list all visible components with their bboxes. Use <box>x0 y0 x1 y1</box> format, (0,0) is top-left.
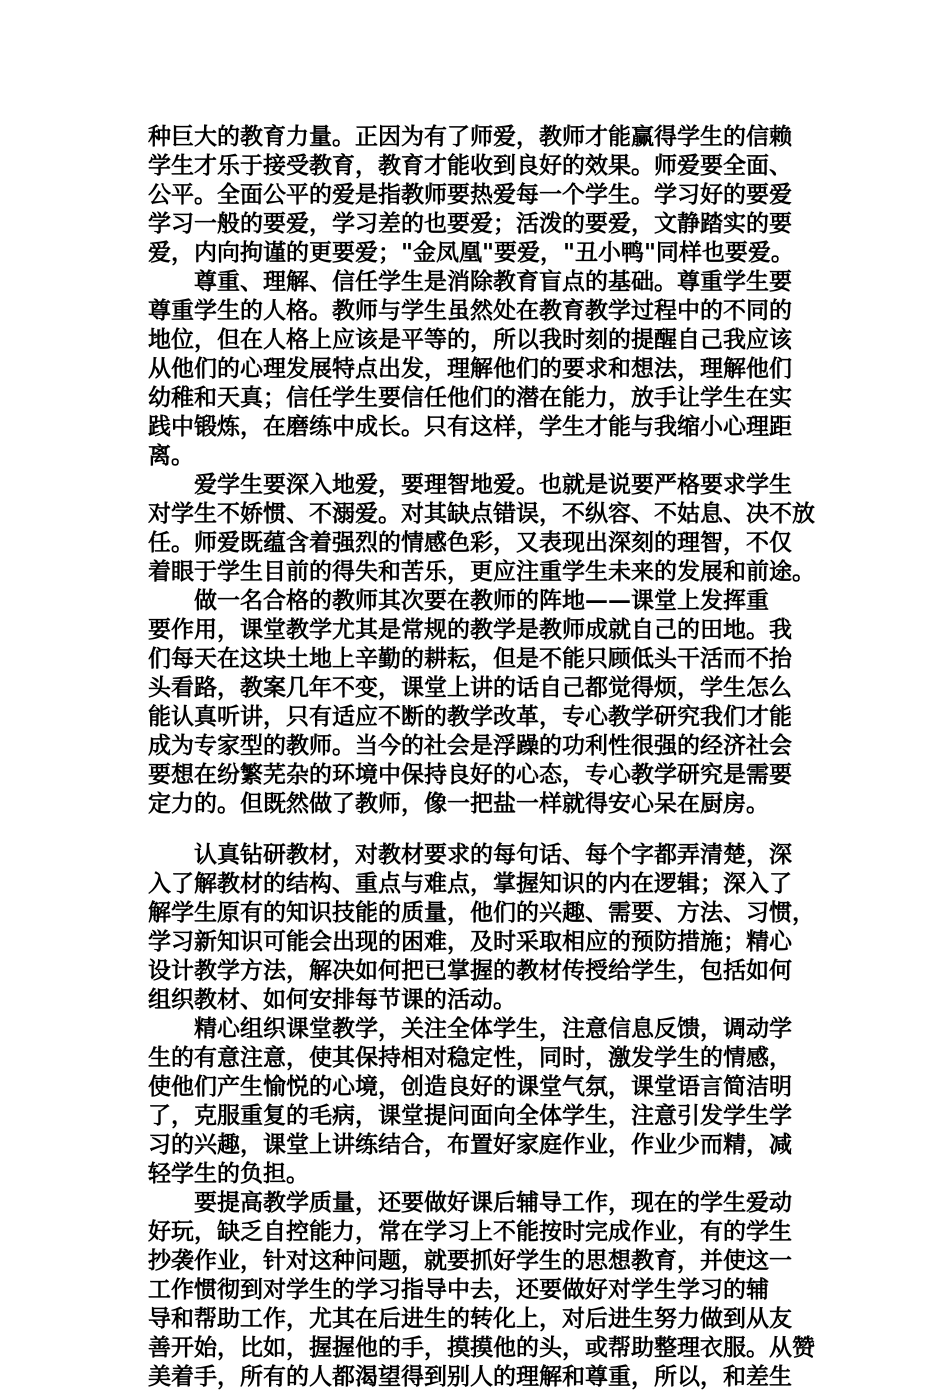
text-line: 对学生不娇惯、不溺爱。对其缺点错误，不纵容、不姑息、决不放 <box>148 500 815 527</box>
text-line: 学习新知识可能会出现的困难，及时采取相应的预防措施；精心 <box>148 928 792 955</box>
paragraph-start-line: 爱学生要深入地爱，要理智地爱。也就是说要严格要求学生 <box>148 471 792 498</box>
text-line: 践中锻炼，在磨练中成长。只有这样，学生才能与我缩小心理距 <box>148 413 792 440</box>
text-line: 要想在纷繁芜杂的环境中保持良好的心态，专心教学研究是需要 <box>148 761 792 788</box>
text-line: 好玩，缺乏自控能力，常在学习上不能按时完成作业，有的学生 <box>148 1218 792 1245</box>
text-line: 能认真听讲，只有适应不断的教学改革，专心教学研究我们才能 <box>148 703 792 730</box>
text-line: 着眼于学生目前的得失和苦乐，更应注重学生未来的发展和前途。 <box>148 558 815 585</box>
text-line: 设计教学方法，解决如何把已掌握的教材传授给学生，包括如何 <box>148 957 792 984</box>
text-line: 习的兴趣，课堂上讲练结合，布置好家庭作业，作业少而精，减 <box>148 1131 792 1158</box>
text-line: 爱，内向拘谨的更要爱；"金凤凰"要爱，"丑小鸭"同样也要爱。 <box>148 239 794 266</box>
text-line: 公平。全面公平的爱是指教师要热爱每一个学生。学习好的要爱 <box>148 181 792 208</box>
paragraph-start-line: 要提高教学质量，还要做好课后辅导工作，现在的学生爱动 <box>148 1189 792 1216</box>
text-line: 成为专家型的教师。当今的社会是浮躁的功利性很强的经济社会 <box>148 732 792 759</box>
text-line: 组织教材、如何安排每节课的活动。 <box>148 986 516 1013</box>
text-line: 学习一般的要爱，学习差的也要爱；活泼的要爱，文静踏实的要 <box>148 210 792 237</box>
text-line: 善开始，比如，握握他的手，摸摸他的头，或帮助整理衣服。从赞 <box>148 1334 815 1361</box>
text-line: 地位，但在人格上应该是平等的，所以我时刻的提醒自己我应该 <box>148 326 792 353</box>
text-line: 种巨大的教育力量。正因为有了师爱，教师才能赢得学生的信赖 <box>148 123 792 150</box>
text-line: 工作惯彻到对学生的学习指导中去，还要做好对学生学习的辅 <box>148 1276 769 1303</box>
text-line: 学生才乐于接受教育，教育才能收到良好的效果。师爱要全面、 <box>148 152 792 179</box>
text-line: 使他们产生愉悦的心境，创造良好的课堂气氛，课堂语言简洁明 <box>148 1073 792 1100</box>
text-line: 生的有意注意，使其保持相对稳定性，同时，激发学生的情感， <box>148 1044 792 1071</box>
text-line: 入了解教材的结构、重点与难点，掌握知识的内在逻辑；深入了 <box>148 870 792 897</box>
document-body <box>148 122 815 1391</box>
text-line: 尊重学生的人格。教师与学生虽然处在教育教学过程中的不同的 <box>148 297 792 324</box>
text-line: 美着手，所有的人都渴望得到别人的理解和尊重，所以，和差生 <box>148 1363 792 1390</box>
text-line: 导和帮助工作，尤其在后进生的转化上，对后进生努力做到从友 <box>148 1305 792 1332</box>
text-line: 离。 <box>148 442 194 469</box>
text-line: 头看路，教案几年不变，课堂上讲的话自己都觉得烦，学生怎么 <box>148 674 792 701</box>
text-line: 们每天在这块土地上辛勤的耕耘，但是不能只顾低头干活而不抬 <box>148 645 792 672</box>
text-line: 要作用，课堂教学尤其是常规的教学是教师成就自己的田地。我 <box>148 616 792 643</box>
text-line: 抄袭作业，针对这种问题，就要抓好学生的思想教育，并使这一 <box>148 1247 792 1274</box>
text-line: 解学生原有的知识技能的质量，他们的兴趣、需要、方法、习惯， <box>148 899 815 926</box>
text-line: 任。师爱既蕴含着强烈的情感色彩，又表现出深刻的理智，不仅 <box>148 529 792 556</box>
text-line: 定力的。但既然做了教师，像一把盐一样就得安心呆在厨房。 <box>148 790 769 817</box>
text-line: 幼稚和天真；信任学生要信任他们的潜在能力，放手让学生在实 <box>148 384 792 411</box>
paragraph-start-line: 认真钻研教材，对教材要求的每句话、每个字都弄清楚，深 <box>148 841 792 868</box>
paragraph-gap <box>148 818 808 840</box>
paragraph-start-line: 做一名合格的教师其次要在教师的阵地——课堂上发挥重 <box>148 587 769 614</box>
text-line: 轻学生的负担。 <box>148 1160 309 1187</box>
text-line: 了，克服重复的毛病，课堂提问面向全体学生，注意引发学生学 <box>148 1102 792 1129</box>
text-line: 从他们的心理发展特点出发，理解他们的要求和想法，理解他们 <box>148 355 792 382</box>
paragraph-start-line: 精心组织课堂教学，关注全体学生，注意信息反馈，调动学 <box>148 1015 792 1042</box>
paragraph-start-line: 尊重、理解、信任学生是消除教育盲点的基础。尊重学生要 <box>148 268 792 295</box>
